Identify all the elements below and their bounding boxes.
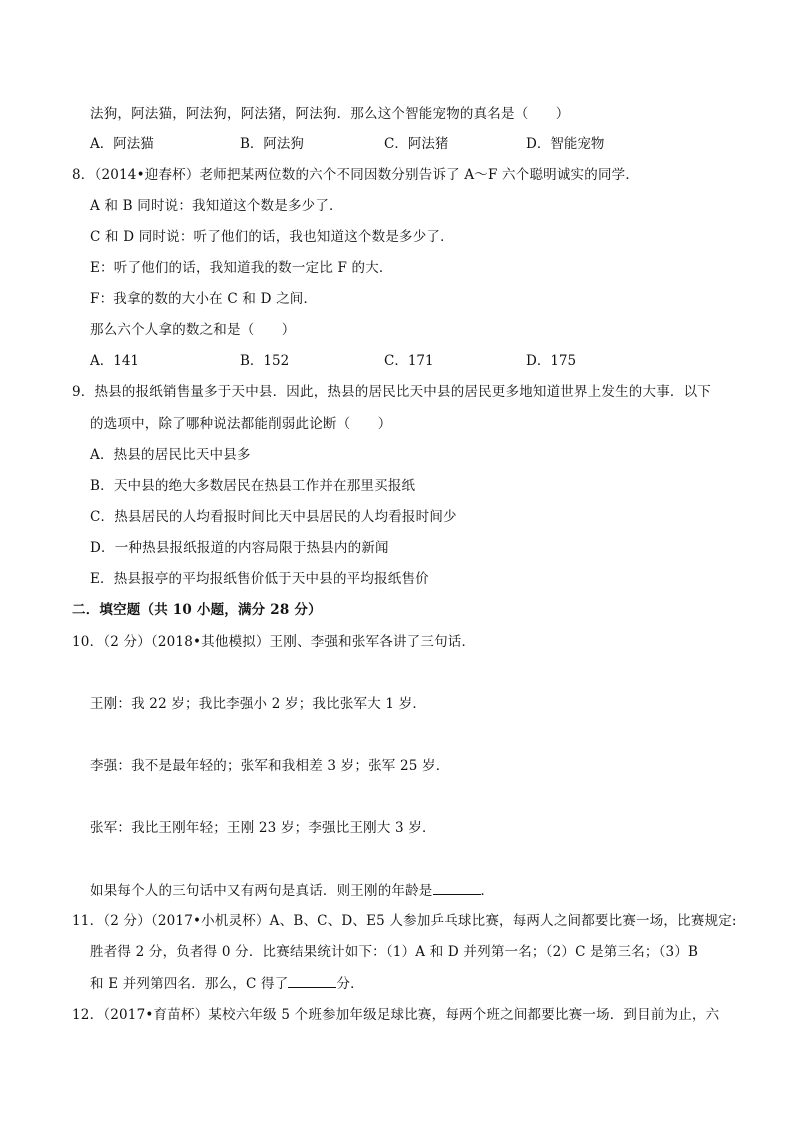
q8-stem: 8．（2014•迎春杯）老师把某两位数的六个不同因数分别告诉了 A～F 六个聪明诚实的同学． <box>72 167 640 183</box>
q8-line-5: 那么六个人拿的数之和是（ ） <box>90 322 296 338</box>
q7-option-a: A．阿法猫 <box>90 136 154 152</box>
q8-option-c: C．171 <box>384 353 434 369</box>
q9-stem-line-2: 的选项中，除了哪种说法都能削弱此论断（ ） <box>90 416 392 432</box>
q10-question-end: ． <box>480 883 495 899</box>
q8-line-4: F：我拿的数的大小在 C 和 D 之间． <box>90 291 318 307</box>
q9-stem-line-1: 9．热县的报纸销售量多于天中县．因此，热县的居民比天中县的居民更多地知道世界上发生的大事．以下 <box>72 384 711 400</box>
q8-option-a: A．141 <box>90 353 140 369</box>
q7-option-d: D．智能宠物 <box>526 136 605 152</box>
q8-option-b: B．152 <box>240 353 290 369</box>
q9-option-a: A．热县的居民比天中县多 <box>90 447 251 463</box>
q10-statement-zhangjun: 张军：我比王刚年轻；王刚 23 岁；李强比王刚大 3 岁． <box>90 820 436 836</box>
q12-line-1: 12．（2017•育苗杯）某校六年级 5 个班参加年级足球比赛，每两个班之间都要比赛一场．到目前为止，六 <box>72 1007 720 1023</box>
q10-question-text: 如果每个人的三句话中又有两句是真话．则王刚的年龄是 <box>90 883 433 899</box>
q7-stem-continuation: 法狗，阿法猫，阿法狗，阿法猪，阿法狗．那么这个智能宠物的真名是（ ） <box>90 106 570 122</box>
q8-line-2: C 和 D 同时说：听了他们的话，我也知道这个数是多少了． <box>90 229 454 245</box>
q8-line-1: A 和 B 同时说：我知道这个数是多少了． <box>90 198 343 214</box>
q9-option-e: E．热县报亭的平均报纸售价低于天中县的平均报纸售价 <box>90 571 429 587</box>
q11-line-3-text: 和 E 并列第四名．那么，C 得了 <box>90 976 289 992</box>
q9-option-d: D．一种热县报纸报道的内容局限于热县内的新闻 <box>90 540 389 556</box>
q10-question <box>90 880 494 901</box>
q9-option-c: C．热县居民的人均看报时间比天中县居民的人均看报时间少 <box>90 509 457 525</box>
q10-statement-wanggang: 王刚：我 22 岁；我比李强小 2 岁；我比张军大 1 岁． <box>90 696 427 712</box>
q10-statement-liqiang: 李强：我不是最年轻的；张军和我相差 3 岁；张军 25 岁． <box>90 758 450 774</box>
q11-line-3 <box>90 973 364 994</box>
q8-option-d: D．175 <box>526 353 577 369</box>
q11-line-2: 胜者得 2 分，负者得 0 分．比赛结果统计如下：（1）A 和 D 并列第一名；（2）C 是第三名；（3）B <box>90 944 699 960</box>
q11-line-3-end: 分． <box>336 976 364 992</box>
q10-stem: 10．（2 分）（2018•其他模拟）王刚、李强和张军各讲了三句话． <box>72 634 476 650</box>
q7-option-c: C．阿法猪 <box>384 136 449 152</box>
q9-option-b: B．天中县的绝大多数居民在热县工作并在那里买报纸 <box>90 478 416 494</box>
q7-option-b: B．阿法狗 <box>240 136 304 152</box>
q8-line-3: E：听了他们的话，我知道我的数一定比 F 的大． <box>90 260 393 276</box>
answer-blank[interactable] <box>288 973 336 988</box>
answer-blank[interactable] <box>433 880 481 895</box>
section-title: 二．填空题（共 10 小题，满分 28 分） <box>72 602 322 618</box>
q11-line-1: 11．（2 分）（2017•小机灵杯）A、B、C、D、E5 人参加乒乓球比赛，每两人之间都要比赛一场，比赛规定: <box>72 913 737 929</box>
